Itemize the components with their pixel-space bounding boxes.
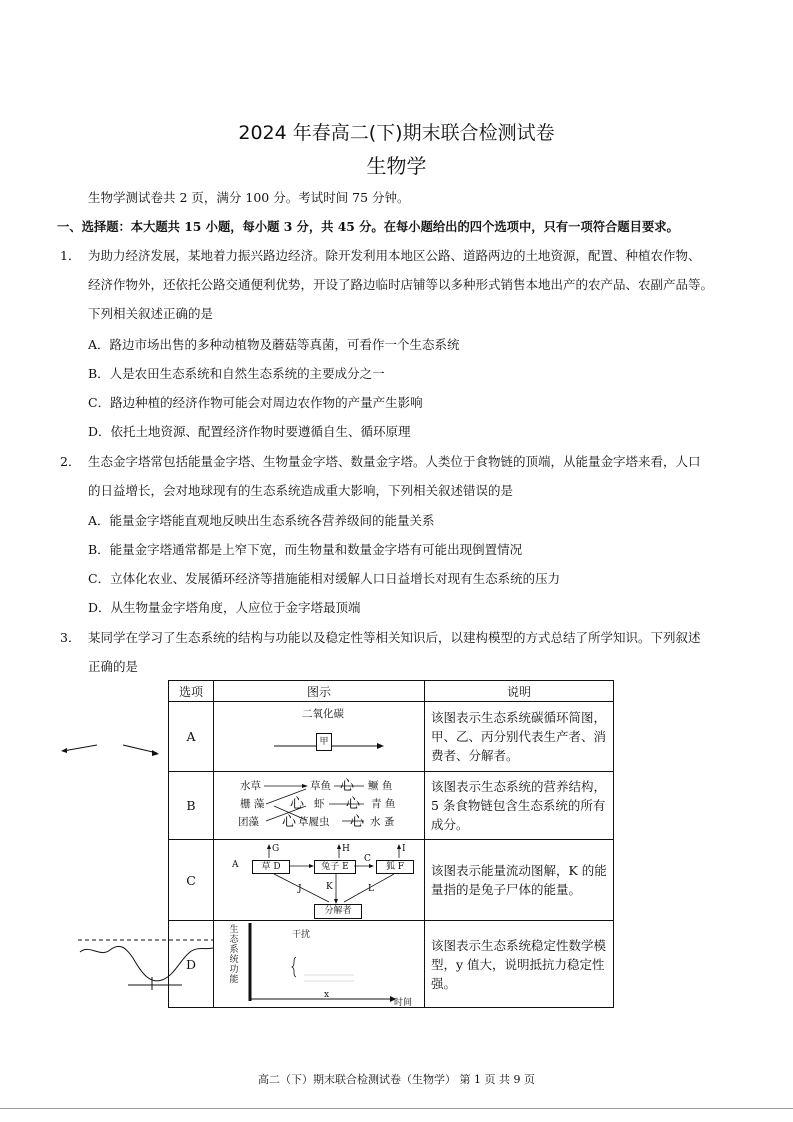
- q3-model-table: [168, 680, 614, 1008]
- fw-xin-3: 心: [346, 796, 360, 812]
- q1-stem-line1: 为助力经济发展，某地着力振兴路边经济。除开发利用本地区公路、道路两边的土地资源，配置、种植农作物、: [88, 248, 701, 263]
- q2-option-a[interactable]: A．能量金字塔能直观地反映出生态系统各营养级间的能量关系: [88, 513, 435, 528]
- q3-stem-line1: 某同学在学习了生态系统的结构与功能以及稳定性等相关知识后，以建构模型的方式总结了所学知识。下列叙述: [88, 630, 701, 645]
- stability-disturb: 干扰: [292, 930, 311, 940]
- row-d-label: D: [169, 921, 214, 1008]
- q1-stem-line3: 下列相关叙述正确的是: [88, 306, 214, 321]
- fw-xia: 虾: [314, 798, 325, 810]
- fw-shanzao: 栅 藻: [240, 798, 265, 810]
- q3-stem-line2: 正确的是: [88, 659, 139, 674]
- ef-decomposer-box: 分解者: [314, 904, 362, 919]
- ef-h: H: [342, 844, 350, 854]
- row-c-label: C: [169, 840, 214, 921]
- ef-j: J: [298, 884, 302, 894]
- row-a-figure: [214, 702, 425, 772]
- stray-arrows-graphic: [55, 738, 170, 828]
- ef-l: L: [368, 884, 374, 894]
- stability-time: 时间: [394, 998, 413, 1008]
- q2-option-c[interactable]: C．立体化农业、发展循环经济等措施能相对缓解人口日益增长对现有生态系统的压力: [88, 571, 561, 586]
- fw-xin-1: 心: [340, 778, 354, 794]
- ef-fox-box: 狐 F: [376, 860, 414, 874]
- q1-option-b[interactable]: B．人是农田生态系统和自然生态系统的主要成分之一: [88, 366, 385, 381]
- q2-stem-line1: 生态金字塔常包括能量金字塔、生物量金字塔、数量金字塔。人类位于食物链的顶端，从能量金字塔来看，人口: [88, 454, 701, 469]
- row-b-figure: [214, 772, 425, 840]
- q2-number: 2．: [60, 454, 81, 469]
- jia-box: 甲: [316, 733, 332, 751]
- subject-title: 生物学: [366, 154, 427, 178]
- fw-caoyu: 草鱼: [310, 780, 331, 792]
- ef-grass-box: 草 D: [252, 860, 290, 874]
- row-a-desc: 该图表示生态系统碳循环简图，甲、乙、丙分别代表生产者、消费者、分解者。: [425, 702, 614, 772]
- ef-k: K: [326, 882, 333, 892]
- header-option: 选项: [169, 681, 214, 702]
- table-header-row: [169, 681, 614, 702]
- header-figure: 图示: [214, 681, 425, 702]
- stability-graph: [214, 921, 424, 1007]
- exam-intro: 生物学测试卷共 2 页，满分 100 分。考试时间 75 分钟。: [88, 190, 410, 205]
- row-d-figure: [214, 921, 425, 1008]
- fw-qingyu: 青 鱼: [371, 798, 396, 810]
- fw-guiyu: 鳜 鱼: [368, 780, 393, 792]
- stability-y-label: 生态系统功能: [229, 925, 239, 985]
- q1-option-a[interactable]: A．路边市场出售的多种动植物及蘑菇等真菌，可看作一个生态系统: [88, 337, 460, 352]
- fw-shuizao: 水 蚤: [370, 816, 395, 828]
- ef-c: C: [364, 854, 371, 864]
- fw-tuanzao: 团藻: [238, 816, 259, 828]
- q1-option-d[interactable]: D．依托土地资源、配置经济作物时要遵循自生、循环原理: [88, 424, 411, 439]
- q1-stem-line2: 经济作物外，还依托公路交通便利优势，开设了路边临时店铺等以多种形式销售本地出产的农产品、农副产品等。: [88, 277, 714, 292]
- row-b-desc: 该图表示生态系统的营养结构，5 条食物链包含生态系统的所有成分。: [425, 772, 614, 840]
- fw-xin-2: 心: [290, 796, 304, 812]
- ef-a: A: [232, 860, 239, 870]
- table-row-d: [169, 921, 614, 1008]
- co2-label: 二氧化碳: [302, 708, 344, 720]
- q2-option-d[interactable]: D．从生物量金字塔角度，人应位于金字塔最顶端: [88, 600, 361, 615]
- ef-g: G: [272, 844, 280, 854]
- fw-xin-5: 心: [350, 814, 364, 830]
- table-row-c: [169, 840, 614, 921]
- fw-caolvchong: 草履虫: [298, 816, 330, 828]
- header-explanation: 说明: [425, 681, 614, 702]
- ef-i: I: [402, 844, 406, 854]
- row-a-label: A: [169, 702, 214, 772]
- row-c-figure: [214, 840, 425, 921]
- q1-number: 1．: [60, 248, 81, 263]
- row-c-desc: 该图表示能量流动图解，K 的能量指的是兔子尸体的能量。: [425, 840, 614, 921]
- page-bottom-divider: [0, 1108, 793, 1109]
- row-b-label: B: [169, 772, 214, 840]
- q2-stem-line2: 的日益增长，会对地球现有的生态系统造成重大影响，下列相关叙述错误的是: [88, 483, 514, 498]
- q2-option-b[interactable]: B．能量金字塔通常都是上窄下宽，而生物量和数量金字塔有可能出现倒置情况: [88, 542, 523, 557]
- q3-number: 3．: [60, 630, 81, 645]
- fw-xin-4: 心: [282, 814, 296, 830]
- exam-title: 2024 年春高二(下)期末联合检测试卷: [238, 122, 555, 144]
- page-footer: 高二（下）期末联合检测试卷（生物学） 第 1 页 共 9 页: [258, 1073, 535, 1086]
- q1-option-c[interactable]: C．路边种植的经济作物可能会对周边农作物的产量产生影响: [88, 395, 423, 410]
- section-heading: 一、选择题：本大题共 15 小题，每小题 3 分，共 45 分。在每小题给出的四个选项中，只有一项符合题目要求。: [57, 219, 679, 234]
- table-row-a: [169, 702, 614, 772]
- stability-x: x: [324, 990, 330, 1000]
- fw-shuicao: 水草: [240, 780, 261, 792]
- table-row-b: [169, 772, 614, 840]
- ef-rabbit-box: 兔子 E: [314, 860, 356, 874]
- row-d-desc: 该图表示生态系统稳定性数学模型，y 值大，说明抵抗力稳定性强。: [425, 921, 614, 1008]
